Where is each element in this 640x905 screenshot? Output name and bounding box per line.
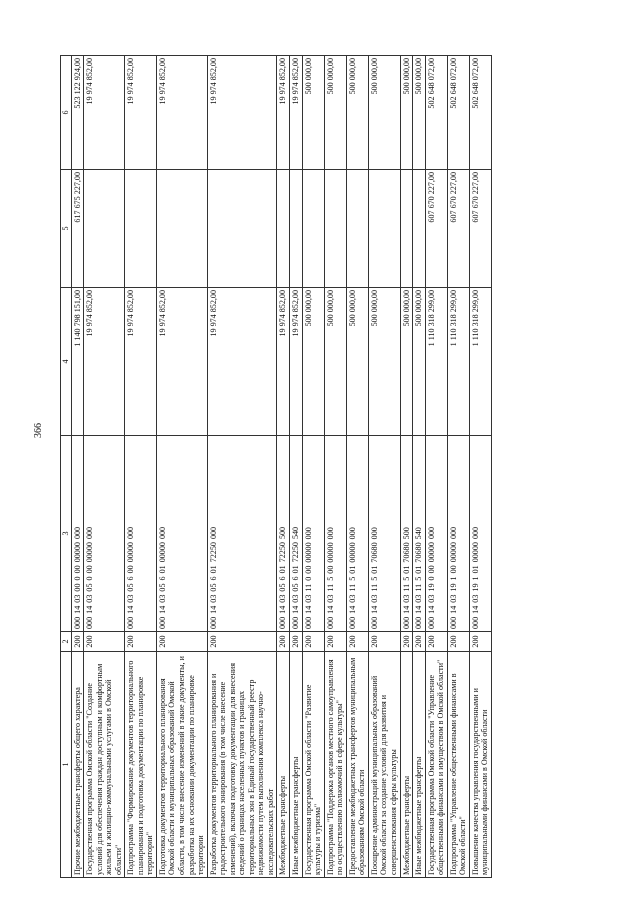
table-row — [84, 56, 125, 878]
row-amount-cell: 617 675 227,00 — [71, 170, 84, 288]
row-group-cell: 200 — [346, 632, 368, 652]
row-code-cell: 000 14 03 11 5 00 00000 000 — [324, 436, 346, 632]
row-code-cell: 000 14 03 05 6 01 00000 000 — [156, 436, 207, 632]
row-amount-cell: 500 000,00 — [400, 288, 413, 436]
row-amount-cell: 500 000,00 — [400, 56, 413, 170]
row-code-cell: 000 14 03 11 5 01 70680 540 — [413, 436, 426, 632]
row-name-cell: Подготовка документов территориального планирования Омской области и муниципальных образований Омской области, в том числе внесение изменений в такие документы, и разработка на их основании документации по планировке территории — [156, 652, 207, 878]
row-amount-cell: 502 648 072,00 — [425, 56, 447, 170]
table-row — [71, 56, 84, 878]
table-body — [71, 56, 491, 878]
row-amount-cell: 500 000,00 — [368, 288, 400, 436]
row-group-cell: 200 — [324, 632, 346, 652]
row-name-cell: Государственная программа Омской области "Развитие культуры и туризма" — [302, 652, 324, 878]
row-name-cell: Межбюджетные трансферты — [400, 652, 413, 878]
row-amount-cell — [84, 170, 125, 288]
row-amount-cell — [290, 170, 303, 288]
row-group-cell: 200 — [125, 632, 157, 652]
row-amount-cell: 500 000,00 — [346, 288, 368, 436]
row-amount-cell: 19 974 852,00 — [156, 288, 207, 436]
row-group-cell: 200 — [447, 632, 469, 652]
row-amount-cell: 502 648 072,00 — [469, 56, 491, 170]
row-amount-cell: 607 670 227,00 — [447, 170, 469, 288]
budget-table — [60, 55, 492, 878]
row-amount-cell: 19 974 852,00 — [156, 56, 207, 170]
row-amount-cell — [324, 170, 346, 288]
row-name-cell: Поощрение администраций муниципальных образований Омской области за создание условий для развития и совершенствования сферы культуры — [368, 652, 400, 878]
row-name-cell: Повышение качества управления государственными и муниципальными финансами в Омской области — [469, 652, 491, 878]
row-code-cell: 000 14 03 11 0 00 00000 000 — [302, 436, 324, 632]
row-amount-cell: 1 110 318 299,00 — [447, 288, 469, 436]
row-code-cell: 000 14 03 05 6 00 00000 000 — [125, 436, 157, 632]
row-group-cell: 200 — [302, 632, 324, 652]
row-code-cell: 000 14 03 19 0 00 00000 000 — [425, 436, 447, 632]
row-amount-cell — [302, 170, 324, 288]
row-code-cell: 000 14 03 11 5 01 00000 000 — [346, 436, 368, 632]
row-amount-cell — [413, 170, 426, 288]
row-amount-cell: 1 140 798 151,00 — [71, 288, 84, 436]
table-row — [469, 56, 491, 878]
table-row — [156, 56, 207, 878]
row-code-cell: 000 14 03 19 1 01 00000 000 — [469, 436, 491, 632]
table-row — [368, 56, 400, 878]
header-cell: 5 — [61, 170, 72, 288]
row-amount-cell: 607 670 227,00 — [425, 170, 447, 288]
row-amount-cell: 523 122 924,00 — [71, 56, 84, 170]
table-row — [400, 56, 413, 878]
table-row — [413, 56, 426, 878]
row-amount-cell: 500 000,00 — [302, 56, 324, 170]
header-cell: 3 — [61, 436, 72, 632]
row-amount-cell — [400, 170, 413, 288]
row-code-cell: 000 14 03 05 6 01 72250 500 — [277, 436, 290, 632]
row-name-cell: Предоставление межбюджетных трансфертов муниципальным образованиям Омской области — [346, 652, 368, 878]
row-group-cell: 200 — [84, 632, 125, 652]
row-amount-cell: 19 974 852,00 — [125, 288, 157, 436]
row-amount-cell: 500 000,00 — [413, 288, 426, 436]
row-group-cell: 200 — [207, 632, 277, 652]
row-amount-cell: 607 670 227,00 — [469, 170, 491, 288]
row-name-cell: Прочие межбюджетные трансферты общего характера — [71, 652, 84, 878]
row-name-cell: Межбюджетные трансферты — [277, 652, 290, 878]
table-row — [290, 56, 303, 878]
row-group-cell: 200 — [425, 632, 447, 652]
row-amount-cell: 19 974 852,00 — [84, 288, 125, 436]
row-amount-cell: 19 974 852,00 — [84, 56, 125, 170]
row-amount-cell: 19 974 852,00 — [290, 56, 303, 170]
row-amount-cell: 500 000,00 — [368, 56, 400, 170]
header-row — [61, 56, 72, 878]
row-amount-cell — [277, 170, 290, 288]
row-code-cell: 000 14 03 11 5 01 70680 000 — [368, 436, 400, 632]
table-header — [61, 56, 72, 878]
table-row — [302, 56, 324, 878]
row-amount-cell: 19 974 852,00 — [277, 288, 290, 436]
row-group-cell: 200 — [290, 632, 303, 652]
table-row — [447, 56, 469, 878]
row-amount-cell: 500 000,00 — [346, 56, 368, 170]
row-amount-cell: 19 974 852,00 — [125, 56, 157, 170]
row-amount-cell: 19 974 852,00 — [207, 56, 277, 170]
row-name-cell: Государственная программа Омской области "Управление общественными финансами и имуществом в Омской области" — [425, 652, 447, 878]
row-group-cell: 200 — [156, 632, 207, 652]
table-row — [277, 56, 290, 878]
row-code-cell: 000 14 03 11 5 01 70680 500 — [400, 436, 413, 632]
row-name-cell: Подпрограмма "Управление общественными финансами в Омской области" — [447, 652, 469, 878]
row-name-cell: Государственная программа Омской области "Создание условий для обеспечения граждан доступным и комфортным жильем и жилищно-коммунальными услугами в Омской области" — [84, 652, 125, 878]
table-row — [125, 56, 157, 878]
row-amount-cell: 19 974 852,00 — [207, 288, 277, 436]
header-cell: 4 — [61, 288, 72, 436]
header-cell: 2 — [61, 632, 72, 652]
table-row — [346, 56, 368, 878]
row-group-cell: 200 — [400, 632, 413, 652]
row-amount-cell: 1 110 318 299,00 — [469, 288, 491, 436]
table-row — [207, 56, 277, 878]
row-amount-cell — [156, 170, 207, 288]
row-amount-cell: 500 000,00 — [324, 56, 346, 170]
row-amount-cell — [346, 170, 368, 288]
row-amount-cell — [368, 170, 400, 288]
row-amount-cell: 1 110 318 299,00 — [425, 288, 447, 436]
header-cell: 6 — [61, 56, 72, 170]
row-group-cell: 200 — [71, 632, 84, 652]
row-group-cell: 200 — [368, 632, 400, 652]
row-code-cell: 000 14 03 00 0 00 00000 000 — [71, 436, 84, 632]
row-name-cell: Иные межбюджетные трансферты — [290, 652, 303, 878]
row-code-cell: 000 14 03 05 6 01 72250 540 — [290, 436, 303, 632]
row-group-cell: 200 — [277, 632, 290, 652]
row-name-cell: Подпрограмма "Поддержка органов местного самоуправления по осуществлению полномочий в сфере культуры" — [324, 652, 346, 878]
row-code-cell: 000 14 03 05 6 01 72250 000 — [207, 436, 277, 632]
row-amount-cell — [207, 170, 277, 288]
row-amount-cell: 500 000,00 — [413, 56, 426, 170]
row-name-cell: Иные межбюджетные трансферты — [413, 652, 426, 878]
row-group-cell: 200 — [413, 632, 426, 652]
row-name-cell: Разработка документов территориального планирования и градостроительного зонирования (в том числе внесение изменений), включая подготовку документации для внесения сведений о границах населенных пунктов и границах территориальных зон в Единый государственный реестр недвижимости путем выполнения комплекса научно-исследовательских работ — [207, 652, 277, 878]
page-number: 366 — [33, 423, 44, 438]
row-amount-cell: 19 974 852,00 — [290, 288, 303, 436]
rotated-page — [60, 56, 640, 878]
row-name-cell: Подпрограмма "Формирование документов территориального планирования и подготовка документации по планировке территории" — [125, 652, 157, 878]
row-group-cell: 200 — [469, 632, 491, 652]
row-amount-cell: 500 000,00 — [324, 288, 346, 436]
row-amount-cell: 500 000,00 — [302, 288, 324, 436]
row-amount-cell: 19 974 852,00 — [277, 56, 290, 170]
row-code-cell: 000 14 03 19 1 00 00000 000 — [447, 436, 469, 632]
table-row — [425, 56, 447, 878]
table-row — [324, 56, 346, 878]
row-amount-cell: 502 648 072,00 — [447, 56, 469, 170]
row-code-cell: 000 14 03 05 0 00 00000 000 — [84, 436, 125, 632]
row-amount-cell — [125, 170, 157, 288]
header-cell: 1 — [61, 652, 72, 878]
